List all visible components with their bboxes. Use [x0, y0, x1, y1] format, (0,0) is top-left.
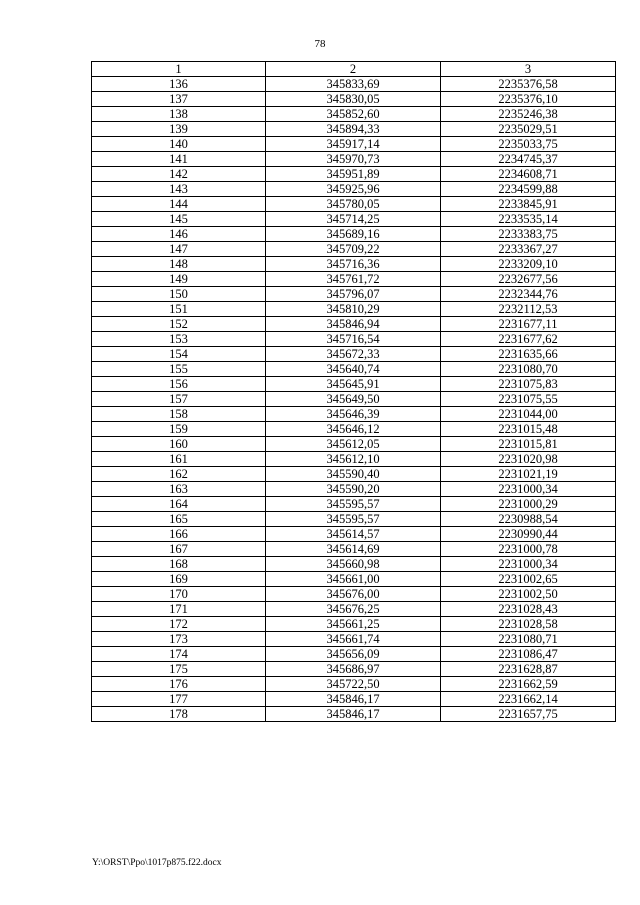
point-number-cell: 154 — [92, 347, 266, 362]
y-coordinate-cell: 2231028,43 — [441, 602, 616, 617]
point-number-cell: 145 — [92, 212, 266, 227]
x-coordinate-cell: 345595,57 — [266, 497, 441, 512]
table-row — [92, 602, 616, 617]
x-coordinate-cell: 345833,69 — [266, 77, 441, 92]
x-coordinate-cell: 345846,17 — [266, 707, 441, 722]
x-coordinate-cell: 345614,57 — [266, 527, 441, 542]
x-coordinate-cell: 345894,33 — [266, 122, 441, 137]
y-coordinate-cell: 2230988,54 — [441, 512, 616, 527]
table-row — [92, 317, 616, 332]
table-row — [92, 77, 616, 92]
table-row — [92, 437, 616, 452]
x-coordinate-cell: 345646,12 — [266, 422, 441, 437]
table-row — [92, 287, 616, 302]
y-coordinate-cell: 2231020,98 — [441, 452, 616, 467]
point-number-cell: 170 — [92, 587, 266, 602]
x-coordinate-cell: 345661,74 — [266, 632, 441, 647]
table-row — [92, 647, 616, 662]
point-number-cell: 150 — [92, 287, 266, 302]
table-row — [92, 152, 616, 167]
y-coordinate-cell: 2231000,78 — [441, 542, 616, 557]
point-number-cell: 174 — [92, 647, 266, 662]
point-number-cell: 178 — [92, 707, 266, 722]
point-number-cell: 139 — [92, 122, 266, 137]
y-coordinate-cell: 2233845,91 — [441, 197, 616, 212]
point-number-cell: 160 — [92, 437, 266, 452]
x-coordinate-cell: 345595,57 — [266, 512, 441, 527]
point-number-cell: 155 — [92, 362, 266, 377]
point-number-cell: 165 — [92, 512, 266, 527]
point-number-cell: 159 — [92, 422, 266, 437]
table-row — [92, 392, 616, 407]
table-header-row — [92, 62, 616, 77]
y-coordinate-cell: 2232112,53 — [441, 302, 616, 317]
table-row — [92, 122, 616, 137]
point-number-cell: 144 — [92, 197, 266, 212]
table-row — [92, 677, 616, 692]
point-number-cell: 163 — [92, 482, 266, 497]
y-coordinate-cell: 2231677,62 — [441, 332, 616, 347]
point-number-cell: 151 — [92, 302, 266, 317]
table-row — [92, 347, 616, 362]
point-number-cell: 158 — [92, 407, 266, 422]
page-number: 78 — [314, 38, 326, 50]
y-coordinate-cell: 2234745,37 — [441, 152, 616, 167]
table-row — [92, 707, 616, 722]
table-row — [92, 167, 616, 182]
x-coordinate-cell: 345614,69 — [266, 542, 441, 557]
point-number-cell: 153 — [92, 332, 266, 347]
y-coordinate-cell: 2231015,81 — [441, 437, 616, 452]
y-coordinate-cell: 2231657,75 — [441, 707, 616, 722]
table-row — [92, 107, 616, 122]
table-row — [92, 512, 616, 527]
x-coordinate-cell: 345645,91 — [266, 377, 441, 392]
x-coordinate-cell: 345852,60 — [266, 107, 441, 122]
y-coordinate-cell: 2234599,88 — [441, 182, 616, 197]
x-coordinate-cell: 345830,05 — [266, 92, 441, 107]
y-coordinate-cell: 2231021,19 — [441, 467, 616, 482]
table-row — [92, 212, 616, 227]
y-coordinate-cell: 2233367,27 — [441, 242, 616, 257]
point-number-cell: 162 — [92, 467, 266, 482]
column-header: 1 — [92, 62, 266, 77]
x-coordinate-cell: 345649,50 — [266, 392, 441, 407]
y-coordinate-cell: 2232344,76 — [441, 287, 616, 302]
table-row — [92, 467, 616, 482]
y-coordinate-cell: 2231075,55 — [441, 392, 616, 407]
y-coordinate-cell: 2230990,44 — [441, 527, 616, 542]
table-row — [92, 227, 616, 242]
table-row — [92, 377, 616, 392]
y-coordinate-cell: 2235029,51 — [441, 122, 616, 137]
x-coordinate-cell: 345672,33 — [266, 347, 441, 362]
y-coordinate-cell: 2231028,58 — [441, 617, 616, 632]
point-number-cell: 169 — [92, 572, 266, 587]
x-coordinate-cell: 345661,00 — [266, 572, 441, 587]
y-coordinate-cell: 2231000,34 — [441, 482, 616, 497]
x-coordinate-cell: 345689,16 — [266, 227, 441, 242]
column-header: 3 — [441, 62, 616, 77]
point-number-cell: 142 — [92, 167, 266, 182]
table-row — [92, 527, 616, 542]
x-coordinate-cell: 345951,89 — [266, 167, 441, 182]
y-coordinate-cell: 2232677,56 — [441, 272, 616, 287]
point-number-cell: 173 — [92, 632, 266, 647]
y-coordinate-cell: 2233383,75 — [441, 227, 616, 242]
footer-file-path: Y:\ORST\Ppo\1017p875.f22.docx — [92, 858, 222, 868]
point-number-cell: 136 — [92, 77, 266, 92]
point-number-cell: 168 — [92, 557, 266, 572]
x-coordinate-cell: 345676,25 — [266, 602, 441, 617]
y-coordinate-cell: 2235376,58 — [441, 77, 616, 92]
y-coordinate-cell: 2231662,59 — [441, 677, 616, 692]
x-coordinate-cell: 345714,25 — [266, 212, 441, 227]
table-body — [92, 77, 616, 722]
table-row — [92, 182, 616, 197]
table-row — [92, 407, 616, 422]
x-coordinate-cell: 345917,14 — [266, 137, 441, 152]
x-coordinate-cell: 345590,40 — [266, 467, 441, 482]
y-coordinate-cell: 2231080,70 — [441, 362, 616, 377]
x-coordinate-cell: 345780,05 — [266, 197, 441, 212]
point-number-cell: 157 — [92, 392, 266, 407]
table-row — [92, 587, 616, 602]
y-coordinate-cell: 2233209,10 — [441, 257, 616, 272]
table-row — [92, 542, 616, 557]
x-coordinate-cell: 345716,36 — [266, 257, 441, 272]
x-coordinate-cell: 345612,10 — [266, 452, 441, 467]
point-number-cell: 143 — [92, 182, 266, 197]
table-row — [92, 662, 616, 677]
y-coordinate-cell: 2235246,38 — [441, 107, 616, 122]
x-coordinate-cell: 345660,98 — [266, 557, 441, 572]
x-coordinate-cell: 345656,09 — [266, 647, 441, 662]
x-coordinate-cell: 345722,50 — [266, 677, 441, 692]
point-number-cell: 164 — [92, 497, 266, 512]
table-row — [92, 272, 616, 287]
x-coordinate-cell: 345686,97 — [266, 662, 441, 677]
x-coordinate-cell: 345796,07 — [266, 287, 441, 302]
table-row — [92, 137, 616, 152]
coordinates-table — [91, 61, 616, 722]
y-coordinate-cell: 2231677,11 — [441, 317, 616, 332]
table-row — [92, 92, 616, 107]
x-coordinate-cell: 345810,29 — [266, 302, 441, 317]
y-coordinate-cell: 2231075,83 — [441, 377, 616, 392]
y-coordinate-cell: 2231662,14 — [441, 692, 616, 707]
table-row — [92, 572, 616, 587]
point-number-cell: 148 — [92, 257, 266, 272]
point-number-cell: 137 — [92, 92, 266, 107]
y-coordinate-cell: 2233535,14 — [441, 212, 616, 227]
y-coordinate-cell: 2231628,87 — [441, 662, 616, 677]
table-row — [92, 617, 616, 632]
point-number-cell: 141 — [92, 152, 266, 167]
y-coordinate-cell: 2231080,71 — [441, 632, 616, 647]
x-coordinate-cell: 345709,22 — [266, 242, 441, 257]
point-number-cell: 149 — [92, 272, 266, 287]
point-number-cell: 146 — [92, 227, 266, 242]
point-number-cell: 156 — [92, 377, 266, 392]
table-row — [92, 197, 616, 212]
point-number-cell: 172 — [92, 617, 266, 632]
point-number-cell: 176 — [92, 677, 266, 692]
x-coordinate-cell: 345716,54 — [266, 332, 441, 347]
column-header: 2 — [266, 62, 441, 77]
y-coordinate-cell: 2231002,50 — [441, 587, 616, 602]
table-row — [92, 242, 616, 257]
table-row — [92, 422, 616, 437]
table-row — [92, 257, 616, 272]
x-coordinate-cell: 345925,96 — [266, 182, 441, 197]
x-coordinate-cell: 345661,25 — [266, 617, 441, 632]
x-coordinate-cell: 345761,72 — [266, 272, 441, 287]
point-number-cell: 161 — [92, 452, 266, 467]
table-row — [92, 302, 616, 317]
point-number-cell: 147 — [92, 242, 266, 257]
table-row — [92, 692, 616, 707]
x-coordinate-cell: 345590,20 — [266, 482, 441, 497]
point-number-cell: 177 — [92, 692, 266, 707]
x-coordinate-cell: 345846,94 — [266, 317, 441, 332]
table-row — [92, 632, 616, 647]
point-number-cell: 140 — [92, 137, 266, 152]
table-row — [92, 362, 616, 377]
point-number-cell: 152 — [92, 317, 266, 332]
point-number-cell: 166 — [92, 527, 266, 542]
y-coordinate-cell: 2231086,47 — [441, 647, 616, 662]
y-coordinate-cell: 2231000,29 — [441, 497, 616, 512]
table-row — [92, 332, 616, 347]
point-number-cell: 138 — [92, 107, 266, 122]
x-coordinate-cell: 345970,73 — [266, 152, 441, 167]
table-row — [92, 452, 616, 467]
x-coordinate-cell: 345676,00 — [266, 587, 441, 602]
y-coordinate-cell: 2231635,66 — [441, 347, 616, 362]
table-row — [92, 482, 616, 497]
y-coordinate-cell: 2231002,65 — [441, 572, 616, 587]
point-number-cell: 175 — [92, 662, 266, 677]
table-row — [92, 497, 616, 512]
y-coordinate-cell: 2234608,71 — [441, 167, 616, 182]
y-coordinate-cell: 2231044,00 — [441, 407, 616, 422]
x-coordinate-cell: 345846,17 — [266, 692, 441, 707]
y-coordinate-cell: 2235033,75 — [441, 137, 616, 152]
y-coordinate-cell: 2231000,34 — [441, 557, 616, 572]
point-number-cell: 167 — [92, 542, 266, 557]
y-coordinate-cell: 2231015,48 — [441, 422, 616, 437]
x-coordinate-cell: 345640,74 — [266, 362, 441, 377]
x-coordinate-cell: 345646,39 — [266, 407, 441, 422]
point-number-cell: 171 — [92, 602, 266, 617]
y-coordinate-cell: 2235376,10 — [441, 92, 616, 107]
x-coordinate-cell: 345612,05 — [266, 437, 441, 452]
table-row — [92, 557, 616, 572]
